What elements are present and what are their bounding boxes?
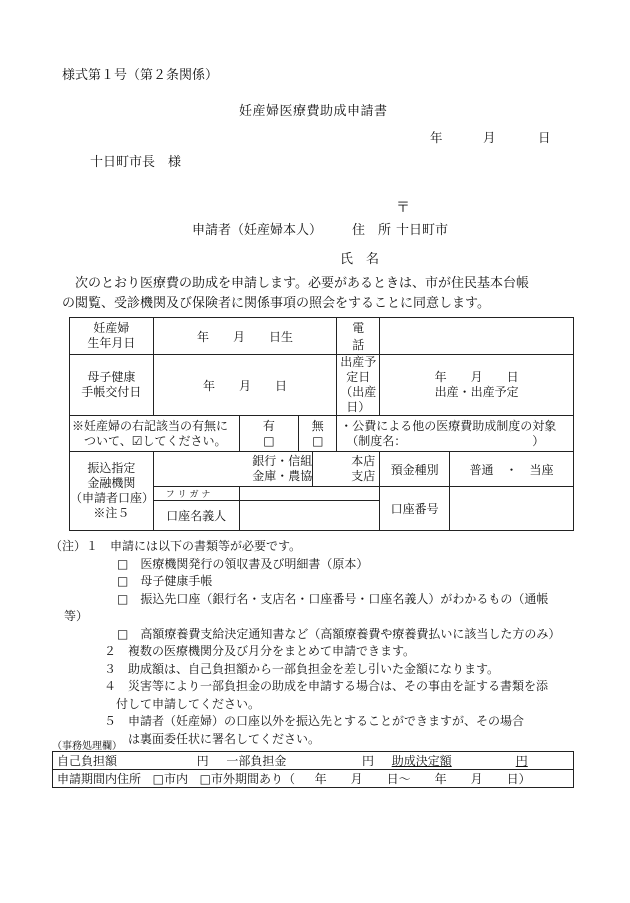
note-4-cont: 付して申請してください。 — [116, 696, 261, 711]
self-pay-label: 自己負担額 — [57, 754, 118, 768]
due-date-label: 出産予定日 （出産日） — [337, 355, 380, 416]
deposit-type-label: 預金種別 — [380, 452, 450, 487]
applicant-label: 申請者（妊産婦本人） — [192, 223, 323, 238]
partial-pay-yen: 円 — [362, 754, 375, 768]
addressee: 十日町市長 様 — [90, 155, 182, 170]
application-form-table — [69, 317, 574, 531]
note-2: ２ 複数の医療機関分及び月分をまとめて申請できます。 — [104, 644, 416, 658]
required-doc-handbook[interactable]: □ 母子健康手帳 — [117, 574, 213, 588]
note-3: ３ 助成額は、自己負担額から一部負担金を差し引いた金額になります。 — [104, 661, 500, 676]
period-address-label: 申請期間内住所 — [57, 772, 142, 786]
address-value: 十日町市 — [396, 223, 449, 238]
name-label: 氏 名 — [340, 252, 380, 267]
decision-yen: 円 — [515, 754, 528, 768]
bank-type-field[interactable]: 銀行・信組 金庫・農協 — [153, 452, 313, 487]
out-city-checkbox[interactable]: □市外期間あり（ — [199, 772, 296, 786]
partial-pay-label: 一部負担金 — [226, 754, 287, 768]
birth-label: 妊産婦 生年月日 — [70, 318, 154, 355]
phone-field[interactable] — [380, 318, 574, 355]
statement-line-2: の閲覧、受診機関及び保険者に関係事項の照会をすることに同意します。 — [62, 296, 490, 311]
date-year: 年 — [430, 130, 443, 145]
bank-label: 振込指定 金融機関 （申請者口座） ※注５ — [70, 452, 154, 531]
decision-amount-label: 助成決定額 — [391, 754, 452, 768]
account-number-label: 口座番号 — [380, 487, 450, 531]
required-doc-bank-cont: 等） — [64, 609, 89, 623]
page-title: 妊産婦医療費助成申請書 — [239, 104, 388, 119]
office-use-label: （事務処理欄） — [52, 741, 122, 752]
no-option[interactable]: 無 □ — [299, 416, 337, 452]
note-5-cont: は裏面委任状に署名してください。 — [128, 731, 321, 746]
yes-checkbox[interactable]: □ — [263, 433, 275, 448]
required-doc-high-cost[interactable]: □ 高額療養費支給決定通知書など（高額療養費や療養費払いに該当した方のみ） — [117, 626, 561, 641]
deposit-type-field[interactable]: 普通 ・ 当座 — [450, 452, 574, 487]
note-4: ４ 災害等により一部負担金の助成を申請する場合は、その事由を証する書類を添 — [104, 679, 549, 693]
date-day: 日 — [538, 130, 551, 145]
furigana-label: フ リ ガ ナ — [153, 487, 239, 501]
other-program-note: ※妊産婦の右記該当の有無に ついて、☑してください。 — [70, 416, 240, 452]
form-number: 様式第１号（第２条関係） — [62, 68, 219, 83]
no-checkbox[interactable]: □ — [312, 433, 324, 448]
yes-option[interactable]: 有 □ — [239, 416, 299, 452]
notes-section — [50, 538, 590, 748]
handbook-date-field[interactable]: 年 月 日 — [153, 355, 336, 416]
statement-line-1: 次のとおり医療費の助成を申請します。必要があるときは、市が住民基本台帳 — [75, 276, 529, 291]
account-holder-label: 口座名義人 — [153, 501, 239, 531]
office-row-1 — [53, 752, 574, 770]
period-range[interactable]: 年 月 日～ 年 月 日） — [314, 772, 531, 786]
decision-amount-field[interactable] — [392, 754, 548, 768]
office-use-table — [52, 751, 574, 788]
postal-mark: 〒 — [396, 200, 410, 216]
required-doc-receipt[interactable]: □ 医療機関発行の領収書及び明細書（原本） — [117, 556, 369, 571]
handbook-label: 母子健康 手帳交付日 — [70, 355, 154, 416]
office-row-2 — [53, 770, 574, 788]
required-doc-bank[interactable]: □ 振込先口座（銀行名・支店名・口座番号・口座名義人）がわかるもの（通帳 — [117, 591, 549, 606]
due-date-field[interactable]: 年 月 日 出産・出産予定 — [380, 355, 574, 416]
note-lead: （注）１ 申請には以下の書類等が必要です。 — [50, 539, 302, 553]
address-label: 住 所 — [352, 223, 392, 238]
account-number-field[interactable] — [450, 487, 574, 531]
in-city-checkbox[interactable]: □市内 — [152, 772, 189, 786]
phone-label: 電 話 — [337, 318, 380, 355]
account-holder-field[interactable] — [239, 501, 380, 531]
branch-field[interactable]: 本店 支店 — [313, 452, 380, 487]
date-month: 月 — [483, 130, 496, 145]
self-pay-yen: 円 — [196, 754, 209, 768]
note-5: ５ 申請者（妊産婦）の口座以外を振込先とすることができますが、その場合 — [104, 714, 525, 728]
public-program-field[interactable]: ・公費による他の医療費助成制度の対象 （制度名： ） — [337, 416, 574, 452]
furigana-field[interactable] — [239, 487, 380, 501]
birth-date-field[interactable]: 年 月 日生 — [153, 318, 336, 355]
